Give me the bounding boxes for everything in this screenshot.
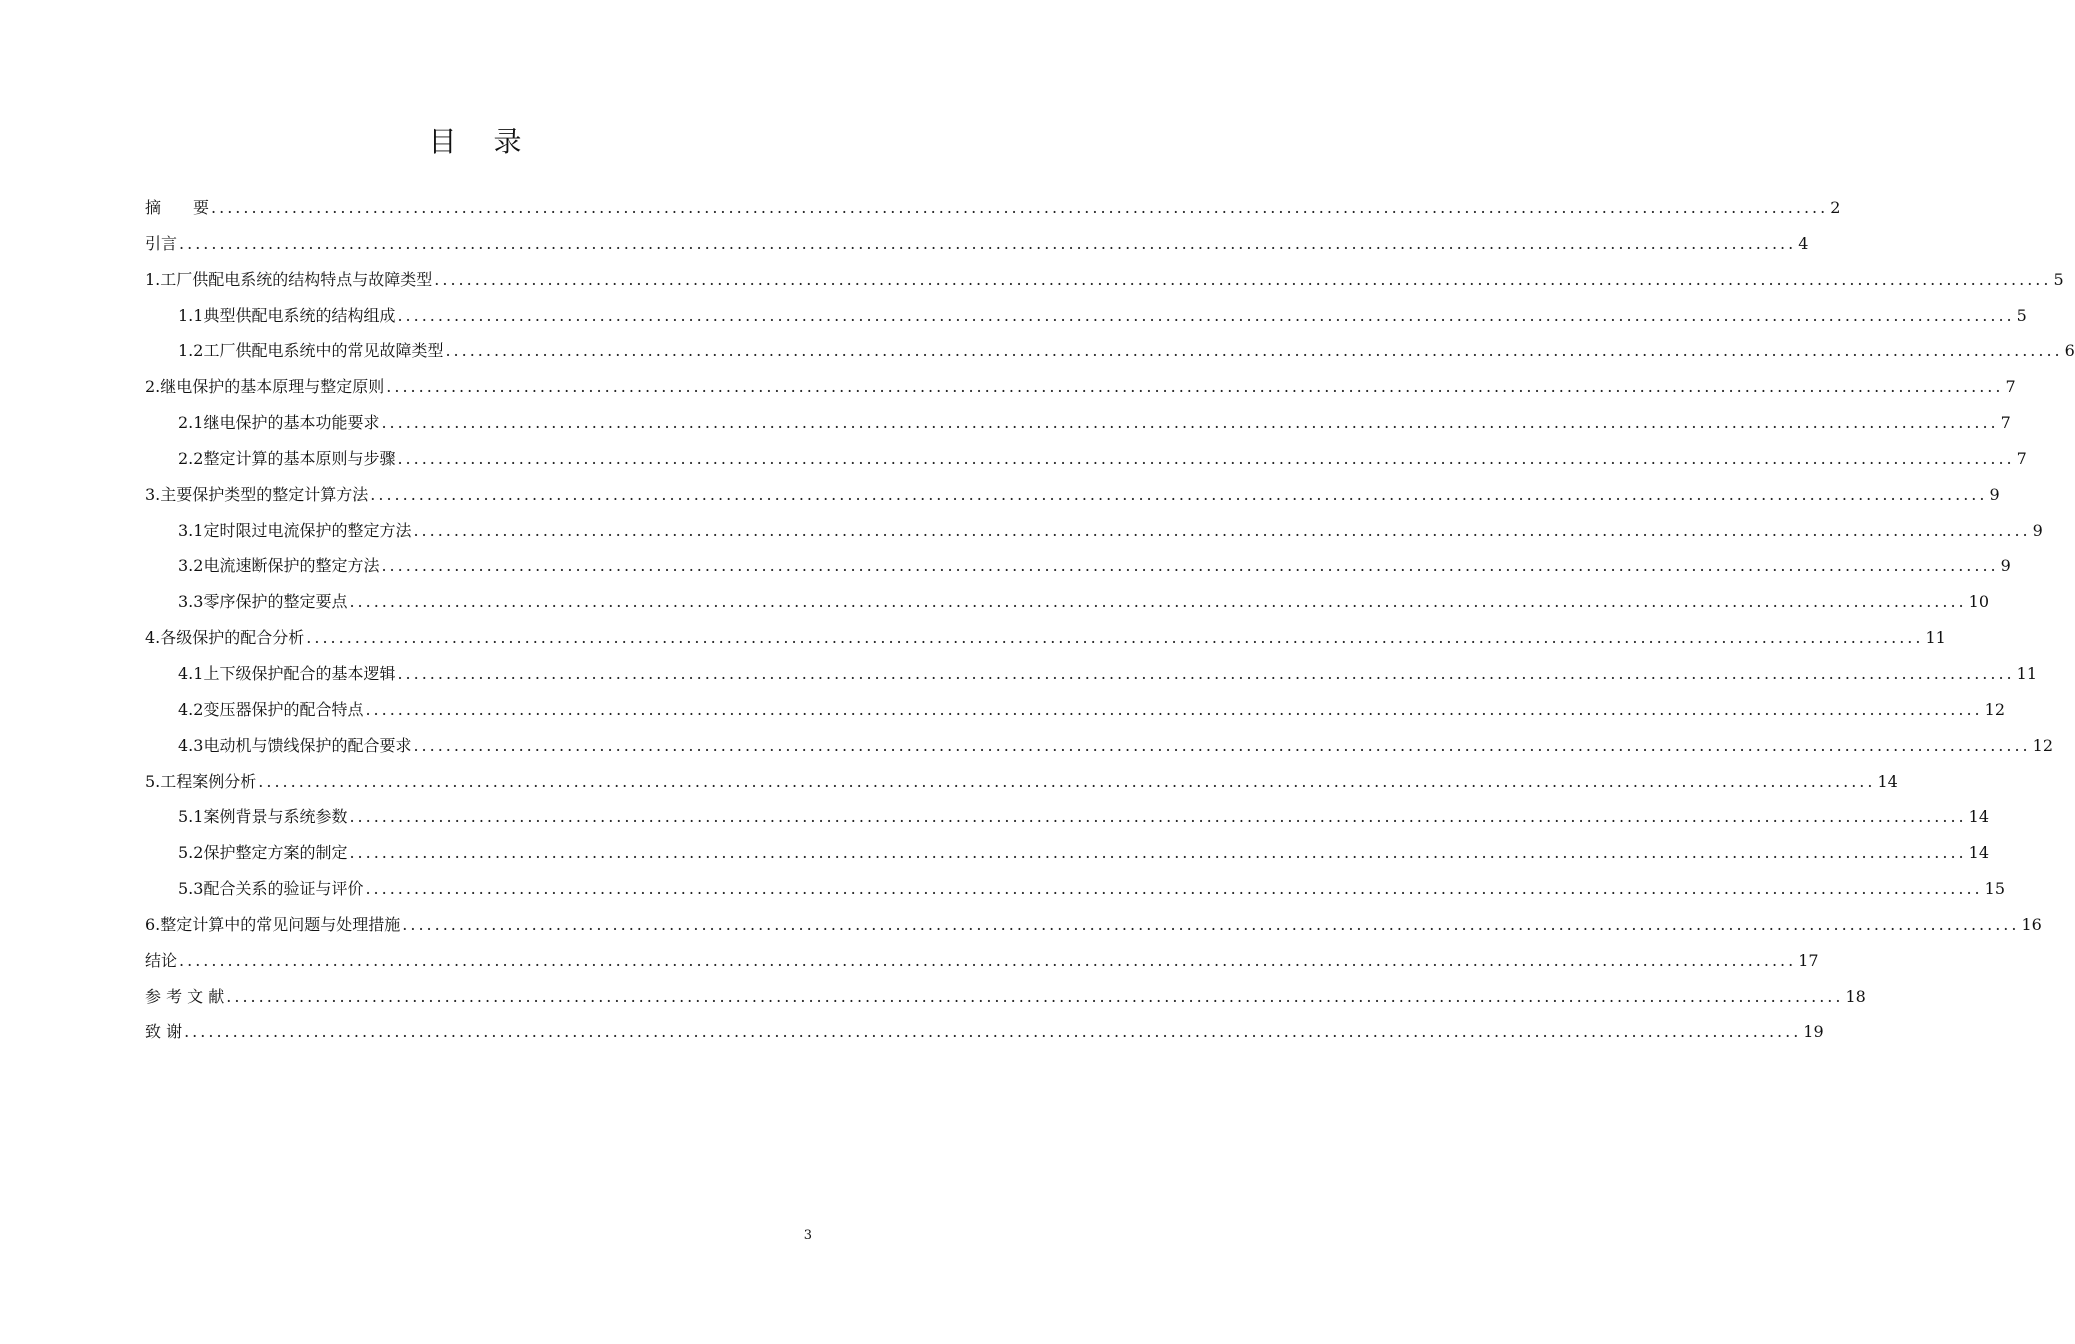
toc-entry-label: 摘 要 [145, 198, 210, 217]
toc-entry-page: 9 [1989, 484, 2000, 504]
toc-entry[interactable] [145, 441, 2027, 477]
toc-entry-page: 15 [1984, 879, 2005, 899]
toc-entry-label: 3.主要保护类型的整定计算方法 [145, 484, 369, 504]
toc-entry-label: 4.各级保护的配合分析 [145, 628, 305, 648]
toc-leader-dots: ........................................................................................................................................................................................................ [370, 484, 1988, 504]
toc-entry-page: 9 [2000, 556, 2011, 576]
toc-entry-label: 1.2工厂供配电系统中的常见故障类型 [178, 341, 444, 361]
toc-entry[interactable] [145, 333, 2075, 369]
toc-entry[interactable] [145, 728, 2053, 764]
toc-entry-label: 5.工程案例分析 [145, 771, 257, 791]
toc-entry-page: 5 [2053, 269, 2064, 289]
toc-entry[interactable] [145, 405, 2011, 441]
toc-leader-dots: ........................................................................................................................................................................................................ [413, 735, 2031, 755]
toc-leader-dots: ........................................................................................................................................................................................................ [397, 663, 2015, 683]
toc-leader-dots: ........................................................................................................................................................................................................ [179, 950, 1797, 970]
toc-entry-page: 6 [2064, 341, 2075, 361]
toc-entry-page: 11 [2016, 663, 2037, 683]
toc-entry[interactable] [145, 226, 1809, 262]
toc-entry[interactable] [145, 979, 1866, 1015]
toc-leader-dots: ........................................................................................................................................................................................................ [211, 198, 1829, 217]
toc-entry[interactable] [145, 298, 2027, 334]
toc-entry-label: 6.整定计算中的常见问题与处理措施 [145, 914, 401, 934]
toc-entry-label: 1.1典型供配电系统的结构组成 [178, 305, 396, 325]
toc-entry-page: 18 [1845, 986, 1866, 1006]
toc-entry-page: 14 [1968, 807, 1989, 827]
toc-entry[interactable] [145, 1014, 1824, 1050]
toc-entry-label: 4.2变压器保护的配合特点 [178, 699, 364, 719]
toc-entry-page: 7 [2000, 413, 2011, 433]
toc-entry-label: 1.工厂供配电系统的结构特点与故障类型 [145, 269, 433, 289]
toc-entry[interactable] [145, 764, 1898, 800]
toc-entry-page: 7 [2005, 377, 2016, 397]
toc-entry[interactable] [145, 799, 1989, 835]
toc-entry-label: 2.1继电保护的基本功能要求 [178, 413, 380, 433]
toc-entry-label: 4.3电动机与馈线保护的配合要求 [178, 735, 412, 755]
toc-entry[interactable] [145, 943, 1819, 979]
toc-entry[interactable] [145, 907, 2042, 943]
toc-entry[interactable] [145, 835, 1989, 871]
toc-entry-page: 12 [2032, 735, 2053, 755]
toc-entry-page: 7 [2016, 448, 2027, 468]
toc-entry-label: 3.2电流速断保护的整定方法 [178, 556, 380, 576]
toc-entry-page: 4 [1798, 233, 1809, 253]
toc-entry[interactable] [145, 584, 1989, 620]
page-number: 3 [803, 1228, 812, 1243]
toc-entry[interactable] [145, 548, 2011, 584]
toc-entry-label: 致 谢 [145, 1022, 183, 1042]
toc-entry-label: 5.1案例背景与系统参数 [178, 807, 348, 827]
toc-entry-page: 14 [1877, 771, 1898, 791]
toc-entry-page: 2 [1830, 198, 1841, 217]
page-title: 目 录 [428, 125, 536, 158]
toc-entry-label: 4.1上下级保护配合的基本逻辑 [178, 663, 396, 683]
toc-leader-dots: ........................................................................................................................................................................................................ [226, 986, 1844, 1006]
toc-entry-label: 5.2保护整定方案的制定 [178, 843, 348, 863]
toc-leader-dots: ........................................................................................................................................................................................................ [349, 807, 1967, 827]
toc-entry[interactable] [145, 692, 2005, 728]
toc-entry[interactable] [145, 190, 1841, 226]
toc-entry-page: 19 [1803, 1022, 1824, 1042]
toc-leader-dots: ........................................................................................................................................................................................................ [402, 914, 2020, 934]
toc-leader-dots: ........................................................................................................................................................................................................ [397, 305, 2015, 325]
toc-leader-dots: ........................................................................................................................................................................................................ [365, 879, 1983, 899]
toc-leader-dots: ........................................................................................................................................................................................................ [184, 1022, 1802, 1042]
toc-entry-label: 引言 [145, 233, 178, 253]
toc-entry-label: 结论 [145, 950, 178, 970]
toc-leader-dots: ........................................................................................................................................................................................................ [258, 771, 1876, 791]
toc-entry[interactable] [145, 477, 2000, 513]
toc-entry-page: 5 [2016, 305, 2027, 325]
toc-entry[interactable] [145, 262, 2064, 298]
toc-entry-label: 参 考 文 献 [145, 986, 225, 1006]
toc-entry-label: 5.3配合关系的验证与评价 [178, 879, 364, 899]
toc-leader-dots: ........................................................................................................................................................................................................ [349, 843, 1967, 863]
toc-entry[interactable] [145, 871, 2005, 907]
toc-entry-page: 12 [1984, 699, 2005, 719]
toc-entry-page: 10 [1968, 592, 1989, 612]
toc-leader-dots: ........................................................................................................................................................................................................ [306, 628, 1924, 648]
toc-entry-label: 3.1定时限过电流保护的整定方法 [178, 520, 412, 540]
toc-leader-dots: ........................................................................................................................................................................................................ [381, 413, 1999, 433]
toc-leader-dots: ........................................................................................................................................................................................................ [349, 592, 1967, 612]
toc-entry-page: 16 [2021, 914, 2042, 934]
toc-entry-label: 2.2整定计算的基本原则与步骤 [178, 448, 396, 468]
toc-leader-dots: ........................................................................................................................................................................................................ [397, 448, 2015, 468]
toc-leader-dots: ........................................................................................................................................................................................................ [445, 341, 2063, 361]
toc-entry-label: 3.3零序保护的整定要点 [178, 592, 348, 612]
toc-leader-dots: ........................................................................................................................................................................................................ [386, 377, 2004, 397]
toc-leader-dots: ........................................................................................................................................................................................................ [413, 520, 2031, 540]
toc-leader-dots: ........................................................................................................................................................................................................ [365, 699, 1983, 719]
toc-entry-label: 2.继电保护的基本原理与整定原则 [145, 377, 385, 397]
toc-entry-page: 11 [1925, 628, 1946, 648]
toc-entry[interactable] [145, 369, 2016, 405]
table-of-contents [145, 190, 2075, 1050]
toc-entry[interactable] [145, 620, 1946, 656]
toc-entry-page: 9 [2032, 520, 2043, 540]
toc-entry-page: 17 [1798, 950, 1819, 970]
toc-entry[interactable] [145, 656, 2037, 692]
toc-leader-dots: ........................................................................................................................................................................................................ [381, 556, 1999, 576]
toc-entry-page: 14 [1968, 843, 1989, 863]
toc-leader-dots: ........................................................................................................................................................................................................ [434, 269, 2052, 289]
toc-entry[interactable] [145, 513, 2043, 549]
toc-leader-dots: ........................................................................................................................................................................................................ [179, 233, 1797, 253]
